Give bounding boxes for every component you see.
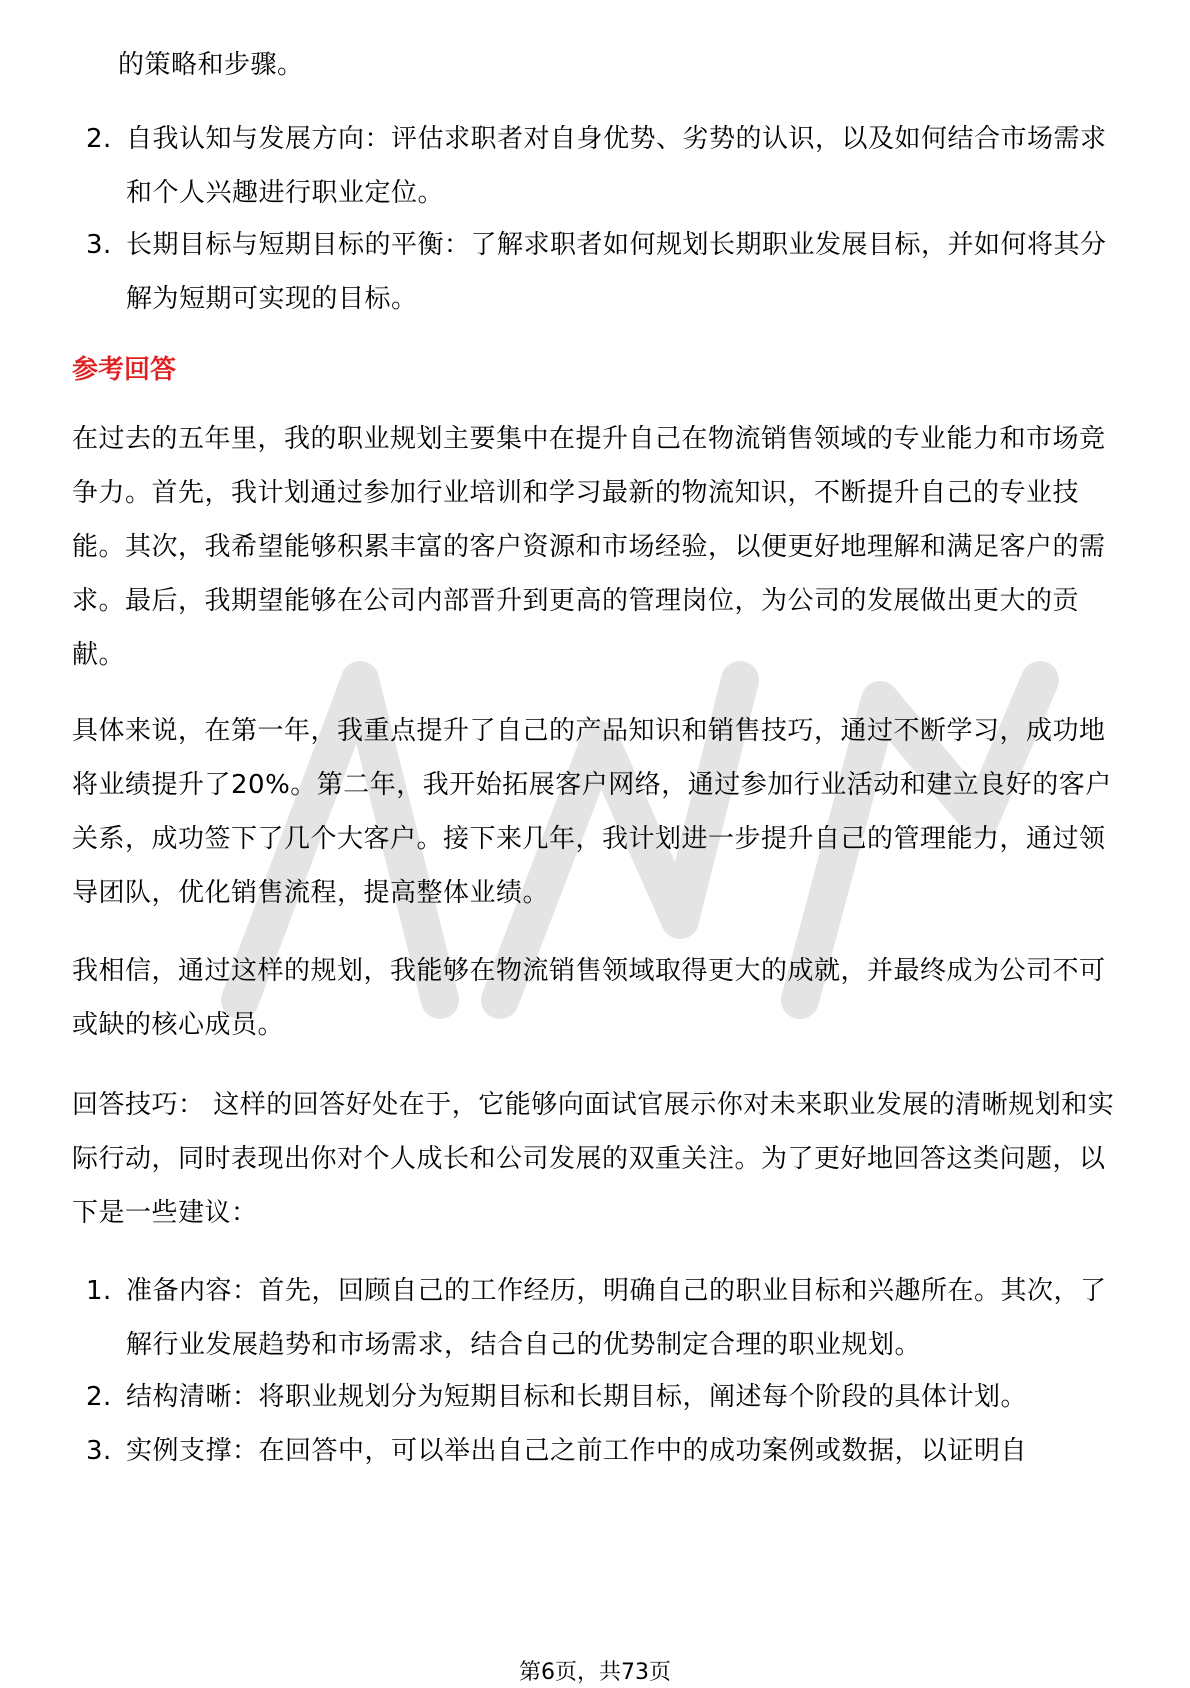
answer-paragraph: 我相信，通过这样的规划，我能够在物流销售领域取得更大的成就，并最终成为公司不可或缺的核心成员。 [72, 956, 1106, 1040]
list-number: 2. [86, 124, 112, 154]
section-heading: 参考回答 [72, 355, 177, 385]
intro-list-item [86, 218, 1118, 326]
list-item-text: 实例支撑：在回答中，可以举出自己之前工作中的成功案例或数据，以证明自 [126, 1436, 1028, 1466]
intro-list-item [86, 112, 1118, 220]
answer-paragraph: 具体来说，在第一年，我重点提升了自己的产品知识和销售技巧，通过不断学习，成功地将业绩提升了20%。第二年，我开始拓展客户网络，通过参加行业活动和建立良好的客户关系，成功签下了几个大客户。接下来几年，我计划进一步提升自己的管理能力，通过领导团队，优化销售流程，提高整体业绩。 [72, 716, 1112, 908]
tips-list-item [86, 1264, 1118, 1372]
list-item-text: 结构清晰：将职业规划分为短期目标和长期目标，阐述每个阶段的具体计划。 [126, 1382, 1028, 1412]
tips-list-item [86, 1424, 1118, 1478]
list-number: 1. [86, 1276, 112, 1306]
page-number-footer: 第6页，共73页 [519, 1660, 671, 1685]
continuation-text: 的策略和步骤。 [118, 50, 304, 80]
list-number: 2. [86, 1382, 112, 1412]
list-number: 3. [86, 230, 112, 260]
list-item-text: 准备内容：首先，回顾自己的工作经历，明确自己的职业目标和兴趣所在。其次，了解行业发展趋势和市场需求，结合自己的优势制定合理的职业规划。 [126, 1276, 1107, 1360]
list-number: 3. [86, 1436, 112, 1466]
list-item-text: 长期目标与短期目标的平衡：了解求职者如何规划长期职业发展目标，并如何将其分解为短期可实现的目标。 [126, 230, 1107, 314]
tips-list-item [86, 1370, 1118, 1424]
answer-paragraph: 在过去的五年里，我的职业规划主要集中在提升自己在物流销售领域的专业能力和市场竞争力。首先，我计划通过参加行业培训和学习最新的物流知识，不断提升自己的专业技能。其次，我希望能够积累丰富的客户资源和市场经验，以便更好地理解和满足客户的需求。最后，我期望能够在公司内部晋升到更高的管理岗位，为公司的发展做出更大的贡献。 [72, 424, 1106, 670]
tips-intro-paragraph: 回答技巧： 这样的回答好处在于，它能够向面试官展示你对未来职业发展的清晰规划和实际行动，同时表现出你对个人成长和公司发展的双重关注。为了更好地回答这类问题，以下是一些建议： [72, 1090, 1115, 1228]
list-item-text: 自我认知与发展方向：评估求职者对自身优势、劣势的认识，以及如何结合市场需求和个人兴趣进行职业定位。 [126, 124, 1107, 208]
